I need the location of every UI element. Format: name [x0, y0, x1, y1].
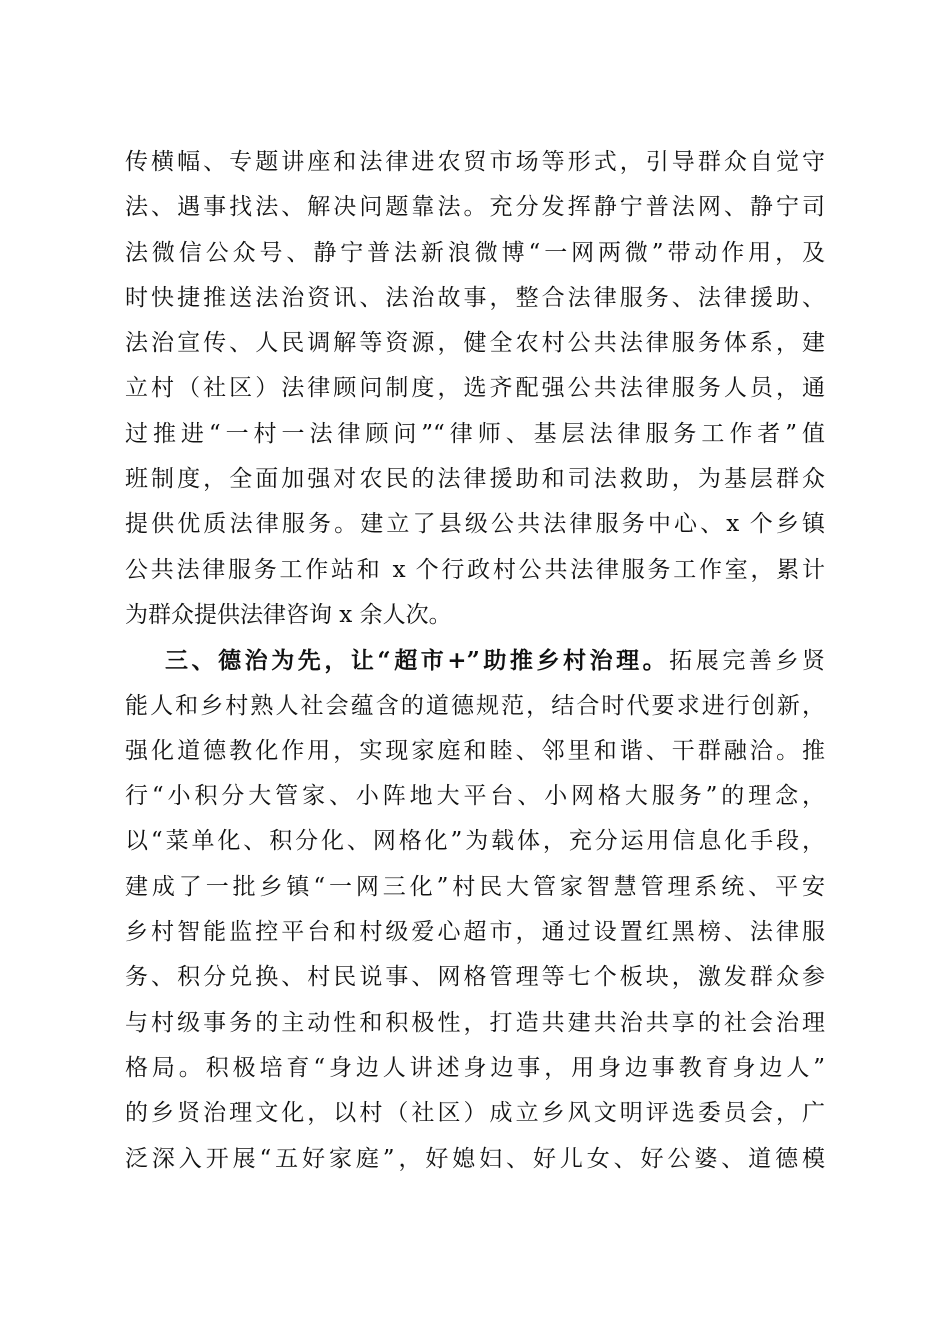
text-line: 时快捷推送法治资讯、法治故事，整合法律服务、法律援助、 [125, 284, 825, 311]
text-line: 提供优质法律服务。建立了县级公共法律服务中心、x 个乡镇 [125, 511, 825, 538]
text-line: 建成了一批乡镇“一网三化”村民大管家智慧管理系统、平安 [125, 873, 825, 900]
text-line: 与村级事务的主动性和积极性，打造共建共治共享的社会治理 [125, 1009, 825, 1036]
paragraph-moral-governance [125, 638, 825, 1182]
text-line: 为群众提供法律咨询 x 余人次。 [125, 601, 452, 628]
text-line: 行“小积分大管家、小阵地大平台、小网格大服务”的理念， [125, 783, 825, 810]
text-line: 务、积分兑换、村民说事、网格管理等七个板块，激发群众参 [125, 964, 825, 991]
text-line: 法微信公众号、静宁普法新浪微博“一网两微”带动作用，及 [125, 239, 825, 266]
text-line: 的乡贤治理文化，以村（社区）成立乡风文明评选委员会，广 [125, 1100, 825, 1127]
text-line: 能人和乡村熟人社会蕴含的道德规范，结合时代要求进行创新， [125, 692, 825, 719]
text-line-first [125, 638, 825, 683]
text-line: 法、遇事找法、解决问题靠法。充分发挥静宁普法网、静宁司 [125, 194, 825, 221]
text-line: 乡村智能监控平台和村级爱心超市，通过设置红黑榜、法律服 [125, 919, 825, 946]
document-body [125, 140, 825, 1182]
text-line: 格局。积极培育“身边人讲述身边事，用身边事教育身边人” [125, 1054, 825, 1081]
section-heading: 三、德治为先，让“超市+”助推乡村治理。 [165, 647, 670, 675]
text-line: 泛深入开展“五好家庭”，好媳妇、好儿女、好公婆、道德模 [125, 1145, 825, 1172]
text-line: 立村（社区）法律顾问制度，选齐配强公共法律服务人员，通 [125, 375, 825, 402]
text-span: 拓展完善乡贤 [669, 648, 825, 675]
text-line: 班制度，全面加强对农民的法律援助和司法救助，为基层群众 [125, 466, 825, 493]
text-line: 法治宣传、人民调解等资源，健全农村公共法律服务体系，建 [125, 330, 825, 357]
text-line: 强化道德教化作用，实现家庭和睦、邻里和谐、干群融洽。推 [125, 737, 825, 764]
text-line: 过推进“一村一法律顾问”“律师、基层法律服务工作者”值 [125, 420, 825, 447]
text-line: 公共法律服务工作站和 x 个行政村公共法律服务工作室，累计 [125, 556, 825, 583]
text-line: 以“菜单化、积分化、网格化”为载体，充分运用信息化手段， [125, 828, 825, 855]
text-line: 传横幅、专题讲座和法律进农贸市场等形式，引导群众自觉守 [125, 149, 825, 175]
paragraph-legal-services [125, 140, 825, 638]
